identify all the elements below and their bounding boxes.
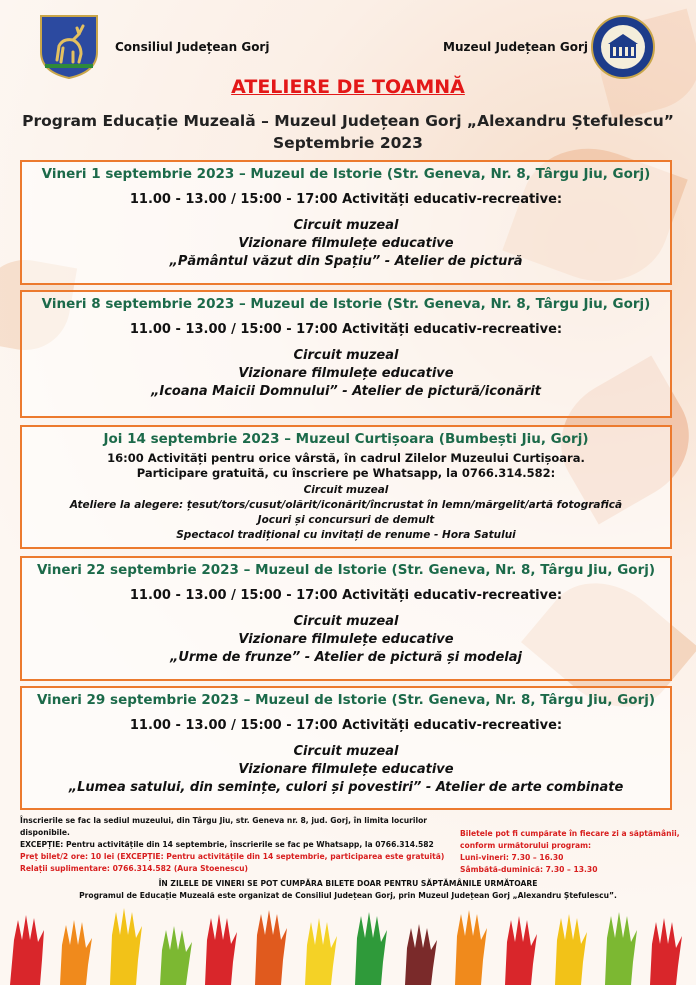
schedule-line: Biletele pot fi cumpărate în fiecare zi a săptămânii,	[460, 829, 680, 838]
council-name: Consiliul Județean Gorj	[115, 40, 270, 54]
event-time-line: 16:00 Activități pentru orice vârstă, în cadrul Zilelor Muzeului Curtișoara.	[107, 451, 585, 465]
event-heading: Vineri 8 septembrie 2023 – Muzeul de Istorie (Str. Geneva, Nr. 8, Târgu Jiu, Gorj)	[41, 296, 651, 312]
event-time	[22, 451, 670, 481]
note-line: Înscrierile se fac la sediul muzeului, din Târgu Jiu, str. Geneva nr. 8, jud. Gorj, în limita locurilor disponibile.	[20, 816, 428, 837]
activity-item: Circuit muzeal	[293, 348, 399, 363]
event-card	[20, 425, 672, 549]
schedule-line: Luni-vineri: 7.30 – 16.30	[460, 853, 564, 862]
activity-item: Jocuri și concursuri de demult	[257, 514, 435, 526]
activity-item: Circuit muzeal	[293, 218, 399, 233]
event-heading: Vineri 29 septembrie 2023 – Muzeul de Istorie (Str. Geneva, Nr. 8, Târgu Jiu, Gorj)	[36, 692, 656, 708]
activity-item: Vizionare filmulețe educative	[238, 632, 454, 647]
event-time-line: Participare gratuită, cu înscriere pe Whatsapp, la 0766.314.582:	[136, 466, 556, 480]
activity-item: Circuit muzeal	[293, 614, 399, 629]
activity-item: Vizionare filmulețe educative	[238, 366, 454, 381]
activity-item: „Lumea satului, din semințe, culori și povestiri” - Atelier de arte combinate	[68, 780, 624, 795]
museum-seal-icon	[590, 14, 656, 80]
event-activities	[22, 613, 670, 667]
hand-icon	[10, 908, 682, 985]
note-price: Preț bilet/2 ore: 10 lei (EXCEPȚIE: Pentru activitățile din 14 septembrie, participarea este gratuită)	[20, 852, 445, 861]
note-line: EXCEPȚIE: Pentru activitățile din 14 septembrie, înscrierile se fac pe Whatsapp, la 0766.314.582	[20, 840, 434, 849]
deer-crest-icon	[39, 14, 99, 80]
event-heading: Vineri 1 septembrie 2023 – Muzeul de Istorie (Str. Geneva, Nr. 8, Târgu Jiu, Gorj)	[41, 166, 651, 182]
activity-item: Spectacol tradițional cu invitați de renume - Hora Satului	[176, 529, 516, 541]
activity-item: „Icoana Maicii Domnului” - Atelier de pictură/iconărit	[150, 384, 541, 399]
event-card	[20, 290, 672, 418]
registration-notes	[20, 815, 450, 875]
activity-item: „Pământul văzut din Spațiu” - Atelier de pictură	[169, 254, 523, 269]
event-card	[20, 160, 672, 285]
activity-item: Circuit muzeal	[293, 744, 399, 759]
footer-notice: ÎN ZILELE DE VINERI SE POT CUMPĂRA BILETE DOAR PENTRU SĂPTĂMÂNILE URMĂTOARE	[158, 879, 538, 888]
event-activities	[22, 347, 670, 401]
activity-item: „Urme de frunze” - Atelier de pictură și modelaj	[169, 650, 522, 665]
ticket-schedule	[460, 828, 680, 876]
event-heading: Joi 14 septembrie 2023 – Muzeul Curtișoara (Bumbești Jiu, Gorj)	[103, 431, 589, 447]
subtitle-line: Program Educație Muzeală – Muzeul Județean Gorj „Alexandru Ștefulescu”	[22, 112, 674, 130]
schedule-line: Sâmbătă-duminică: 7.30 – 13.30	[460, 865, 598, 874]
page-title: ATELIERE DE TOAMNĂ	[231, 76, 465, 98]
activity-item: Ateliere la alegere: țesut/tors/cusut/olărit/iconărit/încrustat în lemn/mărgelit/artă fotografică	[69, 499, 623, 511]
event-time: 11.00 - 13.00 / 15:00 - 17:00 Activități educativ-recreative:	[129, 192, 563, 207]
event-card	[20, 686, 672, 810]
page-subtitle	[0, 110, 696, 154]
note-contact: Relații suplimentare: 0766.314.582 (Aura Stoenescu)	[20, 864, 249, 873]
event-activities	[22, 483, 670, 543]
activity-item: Circuit muzeal	[303, 484, 389, 496]
event-activities	[22, 217, 670, 271]
museum-name: Muzeul Județean Gorj	[443, 40, 588, 54]
event-time: 11.00 - 13.00 / 15:00 - 17:00 Activități educativ-recreative:	[129, 322, 563, 337]
subtitle-month: Septembrie 2023	[273, 134, 423, 152]
footer	[0, 878, 696, 902]
schedule-line: conform următorului program:	[460, 841, 592, 850]
colorful-hands-decoration	[0, 900, 696, 985]
event-activities	[22, 743, 670, 797]
event-time: 11.00 - 13.00 / 15:00 - 17:00 Activități educativ-recreative:	[129, 588, 563, 603]
event-heading: Vineri 22 septembrie 2023 – Muzeul de Istorie (Str. Geneva, Nr. 8, Târgu Jiu, Gorj)	[36, 562, 656, 578]
event-time: 11.00 - 13.00 / 15:00 - 17:00 Activități educativ-recreative:	[129, 718, 563, 733]
event-card	[20, 556, 672, 681]
activity-item: Vizionare filmulețe educative	[238, 236, 454, 251]
footer-organizer: Programul de Educație Muzeală este organizat de Consiliul Județean Gorj, prin Muzeul Județean Gorj „Alexandru Ștefulescu”.	[79, 891, 617, 900]
activity-item: Vizionare filmulețe educative	[238, 762, 454, 777]
